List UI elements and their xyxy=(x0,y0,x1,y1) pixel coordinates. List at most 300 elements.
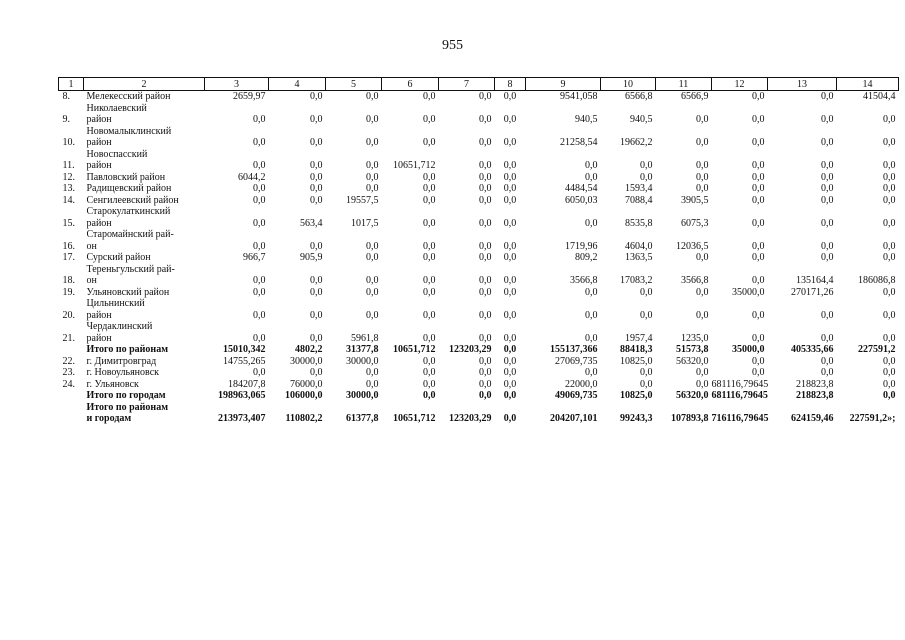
cell-col-10: 6566,8 xyxy=(625,91,653,102)
district-name-line: Павловский район xyxy=(86,171,166,183)
cell-col-13: 218823,8 xyxy=(796,378,834,390)
cell-col-13: 0,0 xyxy=(821,160,834,171)
cell-col-7: 0,0 xyxy=(479,183,492,194)
district-name-line: он xyxy=(86,275,97,286)
table-header xyxy=(59,78,899,91)
district-name xyxy=(84,103,205,126)
cell-col-3: 0,0 xyxy=(253,137,266,148)
cell-col-5: 0,0 xyxy=(366,240,379,252)
district-name-line: Сурский район xyxy=(86,252,151,263)
cell-col-6: 0,0 xyxy=(423,171,436,183)
district-name xyxy=(84,287,205,299)
row-number: 9. xyxy=(62,114,70,125)
cell-col-11: 0,0 xyxy=(696,114,709,125)
column-header-8: 8 xyxy=(495,78,526,91)
cell-col-5: 0,0 xyxy=(366,137,379,148)
cell-col-14: 227591,2»; xyxy=(849,413,896,424)
cell-col-7: 0,0 xyxy=(479,286,492,298)
row-number: 15. xyxy=(62,217,75,229)
cell-col-5: 0,0 xyxy=(366,160,379,171)
cell-col-8: 0,0 xyxy=(503,355,517,367)
district-name xyxy=(84,367,205,379)
cell-col-6: 0,0 xyxy=(423,194,436,206)
cell-col-8: 0,0 xyxy=(503,217,517,229)
cell-col-3: 0,0 xyxy=(253,240,266,252)
cell-col-14: 0,0 xyxy=(883,252,896,263)
cell-col-9: 809,2 xyxy=(575,252,598,263)
row-number: 23. xyxy=(62,367,75,378)
cell-col-10: 0,0 xyxy=(640,286,653,298)
table-row xyxy=(59,91,899,103)
cell-col-4: 905,9 xyxy=(300,252,323,263)
cell-col-14: 0,0 xyxy=(883,286,896,298)
cell-col-5: 30000,0 xyxy=(346,355,379,367)
cell-col-11: 0,0 xyxy=(696,160,709,171)
district-name-line: район xyxy=(86,309,112,321)
cell-col-14: 0,0 xyxy=(883,355,896,367)
table-total-row xyxy=(59,402,899,425)
cell-col-7: 123203,29 xyxy=(449,344,492,355)
cell-col-7: 0,0 xyxy=(479,91,492,102)
cell-col-5: 0,0 xyxy=(366,114,379,125)
table-row xyxy=(59,321,899,344)
cell-col-4: 0,0 xyxy=(310,367,323,378)
district-name-line: район xyxy=(86,332,112,344)
budget-table xyxy=(58,77,899,425)
cell-col-8: 0,0 xyxy=(503,413,517,424)
cell-col-4: 0,0 xyxy=(310,194,323,206)
cell-col-6: 0,0 xyxy=(423,378,436,390)
cell-col-9: 6050,03 xyxy=(565,194,598,206)
cell-col-4: 0,0 xyxy=(310,332,323,344)
cell-col-5: 0,0 xyxy=(366,252,379,263)
cell-col-14: 0,0 xyxy=(883,367,896,378)
district-name xyxy=(84,356,205,368)
cell-col-4: 0,0 xyxy=(310,240,323,252)
table-body xyxy=(59,91,899,425)
row-number: 24. xyxy=(62,378,75,390)
cell-col-6: 0,0 xyxy=(423,183,436,194)
column-header-5: 5 xyxy=(326,78,382,91)
row-number: 16. xyxy=(62,240,75,252)
cell-col-8: 0,0 xyxy=(503,171,517,183)
cell-col-11: 12036,5 xyxy=(676,240,709,252)
cell-col-5: 0,0 xyxy=(366,171,379,183)
column-header-1: 1 xyxy=(59,78,84,91)
cell-col-7: 0,0 xyxy=(479,332,492,344)
cell-col-3: 0,0 xyxy=(253,160,266,171)
cell-col-11: 3566,8 xyxy=(681,275,709,286)
table-row xyxy=(59,195,899,207)
cell-col-10: 1957,4 xyxy=(625,332,653,344)
district-name xyxy=(84,172,205,184)
cell-col-7: 0,0 xyxy=(479,355,492,367)
cell-col-11: 6075,3 xyxy=(681,217,709,229)
cell-col-13: 0,0 xyxy=(821,194,834,206)
cell-col-3: 0,0 xyxy=(253,114,266,125)
cell-col-13: 0,0 xyxy=(821,332,834,344)
cell-col-13: 0,0 xyxy=(821,240,834,252)
cell-col-10: 17083,2 xyxy=(620,275,653,286)
cell-col-12: 35000,0 xyxy=(732,286,765,298)
cell-col-6: 0,0 xyxy=(423,332,436,344)
district-name xyxy=(84,229,205,252)
district-name xyxy=(84,379,205,391)
cell-col-10: 88418,3 xyxy=(620,344,653,355)
cell-col-13: 0,0 xyxy=(821,355,834,367)
cell-col-11: 0,0 xyxy=(696,183,709,194)
cell-col-14: 0,0 xyxy=(883,194,896,206)
table-row xyxy=(59,298,899,321)
cell-col-14: 0,0 xyxy=(883,114,896,125)
row-number: 12. xyxy=(62,171,75,183)
table-row xyxy=(59,264,899,287)
cell-col-9: 9541,058 xyxy=(560,91,598,102)
cell-col-5: 0,0 xyxy=(366,367,379,378)
cell-col-13: 218823,8 xyxy=(796,390,834,401)
district-name xyxy=(84,264,205,287)
cell-col-4: 563,4 xyxy=(300,217,323,229)
cell-col-5: 1017,5 xyxy=(351,217,379,229)
cell-col-4: 0,0 xyxy=(310,137,323,148)
cell-col-7: 0,0 xyxy=(479,114,492,125)
cell-col-9: 49069,735 xyxy=(555,390,598,401)
row-number xyxy=(59,402,84,425)
table-row xyxy=(59,183,899,195)
cell-col-3: 0,0 xyxy=(253,286,266,298)
cell-col-13: 0,0 xyxy=(821,137,834,148)
district-name-line: Сенгилеевский район xyxy=(86,194,179,206)
cell-col-8: 0,0 xyxy=(503,344,517,355)
cell-col-10: 0,0 xyxy=(640,367,653,378)
cell-col-12: 0,0 xyxy=(752,171,765,183)
cell-col-13: 0,0 xyxy=(821,309,834,321)
header-row xyxy=(59,78,899,91)
cell-col-4: 0,0 xyxy=(310,286,323,298)
cell-col-5: 0,0 xyxy=(366,309,379,321)
cell-col-6: 0,0 xyxy=(423,240,436,252)
cell-col-12: 0,0 xyxy=(752,114,765,125)
cell-col-9: 155137,366 xyxy=(550,344,598,355)
district-name-line: Итого по городам xyxy=(86,390,166,401)
row-number: 21. xyxy=(62,332,75,344)
cell-col-11: 0,0 xyxy=(696,252,709,263)
district-name xyxy=(84,206,205,229)
cell-col-3: 213973,407 xyxy=(218,413,266,424)
cell-col-9: 0,0 xyxy=(585,160,598,171)
cell-col-12: 0,0 xyxy=(752,252,765,263)
district-name xyxy=(84,252,205,264)
cell-col-14: 0,0 xyxy=(883,378,896,390)
cell-col-11: 0,0 xyxy=(696,309,709,321)
cell-col-8: 0,0 xyxy=(503,275,517,286)
cell-col-4: 106000,0 xyxy=(285,390,323,401)
cell-col-10: 10825,0 xyxy=(620,390,653,401)
cell-col-14: 0,0 xyxy=(883,240,896,252)
cell-col-3: 966,7 xyxy=(243,252,266,263)
cell-col-6: 10651,712 xyxy=(393,344,436,355)
cell-col-4: 0,0 xyxy=(310,183,323,194)
cell-col-10: 0,0 xyxy=(640,171,653,183)
cell-col-6: 0,0 xyxy=(423,217,436,229)
district-name xyxy=(84,149,205,172)
cell-col-4: 0,0 xyxy=(310,309,323,321)
cell-col-11: 0,0 xyxy=(696,367,709,378)
cell-col-6: 0,0 xyxy=(423,286,436,298)
cell-col-8: 0,0 xyxy=(503,160,517,171)
cell-col-11: 51573,8 xyxy=(676,344,709,355)
column-header-4: 4 xyxy=(269,78,326,91)
district-name xyxy=(84,126,205,149)
row-number xyxy=(59,344,84,356)
cell-col-12: 0,0 xyxy=(752,367,765,378)
column-header-6: 6 xyxy=(382,78,439,91)
cell-col-5: 61377,8 xyxy=(346,413,379,424)
table-row xyxy=(59,229,899,252)
district-name xyxy=(84,298,205,321)
cell-col-6: 0,0 xyxy=(423,114,436,125)
cell-col-5: 0,0 xyxy=(366,91,379,102)
row-number: 8. xyxy=(62,91,70,102)
cell-col-11: 3905,5 xyxy=(681,194,709,206)
cell-col-9: 22000,0 xyxy=(565,378,598,390)
cell-col-6: 0,0 xyxy=(423,252,436,263)
cell-col-4: 0,0 xyxy=(310,91,323,102)
district-name xyxy=(84,91,205,103)
district-name-line: Николаевский xyxy=(86,102,147,114)
cell-col-8: 0,0 xyxy=(503,390,517,401)
cell-col-7: 0,0 xyxy=(479,217,492,229)
cell-col-11: 0,0 xyxy=(696,137,709,148)
cell-col-3: 0,0 xyxy=(253,194,266,206)
cell-col-10: 10825,0 xyxy=(620,355,653,367)
district-name-line: Мелекесский район xyxy=(86,91,171,102)
cell-col-5: 31377,8 xyxy=(346,344,379,355)
cell-col-13: 270171,26 xyxy=(791,286,834,298)
cell-col-12: 0,0 xyxy=(752,332,765,344)
cell-col-9: 1719,96 xyxy=(565,240,598,252)
cell-col-7: 123203,29 xyxy=(449,413,492,424)
row-number: 19. xyxy=(62,286,75,298)
cell-col-8: 0,0 xyxy=(503,194,517,206)
cell-col-7: 0,0 xyxy=(479,378,492,390)
cell-col-9: 0,0 xyxy=(585,367,598,378)
row-number: 14. xyxy=(62,194,75,206)
column-header-12: 12 xyxy=(712,78,768,91)
cell-col-7: 0,0 xyxy=(479,309,492,321)
table-total-row xyxy=(59,390,899,402)
cell-col-14: 0,0 xyxy=(883,171,896,183)
cell-col-5: 19557,5 xyxy=(346,194,379,206)
cell-col-13: 0,0 xyxy=(821,171,834,183)
cell-col-4: 110802,2 xyxy=(285,413,323,424)
district-name-line: Цильнинский xyxy=(86,298,145,309)
cell-col-8: 0,0 xyxy=(503,91,517,102)
cell-col-12: 0,0 xyxy=(752,275,765,286)
cell-col-11: 0,0 xyxy=(696,378,709,390)
cell-col-14: 0,0 xyxy=(883,217,896,229)
cell-col-5: 30000,0 xyxy=(346,390,379,401)
cell-col-7: 0,0 xyxy=(479,160,492,171)
table-row xyxy=(59,206,899,229)
cell-col-3: 15010,342 xyxy=(223,344,266,355)
cell-col-4: 4802,2 xyxy=(295,344,323,355)
cell-col-11: 1235,0 xyxy=(681,332,709,344)
district-name-line: г. Ульяновск xyxy=(86,378,139,390)
district-name-line: Чердаклинский xyxy=(86,321,153,332)
cell-col-3: 0,0 xyxy=(253,367,266,378)
cell-col-4: 30000,0 xyxy=(290,355,323,367)
table-row xyxy=(59,356,899,368)
row-number: 10. xyxy=(62,137,75,148)
cell-col-13: 135164,4 xyxy=(796,275,834,286)
cell-col-11: 0,0 xyxy=(696,171,709,183)
cell-col-9: 0,0 xyxy=(585,286,598,298)
column-header-11: 11 xyxy=(656,78,712,91)
district-name-line: Тереньгульский рай- xyxy=(86,263,175,275)
cell-col-10: 7088,4 xyxy=(625,194,653,206)
cell-col-9: 0,0 xyxy=(585,309,598,321)
district-name-line: Старомайнский рай- xyxy=(86,229,174,240)
cell-col-3: 0,0 xyxy=(253,275,266,286)
cell-col-8: 0,0 xyxy=(503,332,517,344)
cell-col-5: 0,0 xyxy=(366,275,379,286)
cell-col-7: 0,0 xyxy=(479,194,492,206)
table-row xyxy=(59,149,899,172)
cell-col-6: 0,0 xyxy=(423,275,436,286)
cell-col-9: 0,0 xyxy=(585,171,598,183)
cell-col-12: 681116,79645 xyxy=(711,378,769,390)
page-number: 955 xyxy=(442,38,463,53)
district-name xyxy=(84,183,205,195)
table-row xyxy=(59,126,899,149)
district-name-line: Радищевский район xyxy=(86,183,172,194)
table-row xyxy=(59,367,899,379)
district-name-line: район xyxy=(86,160,112,171)
cell-col-12: 0,0 xyxy=(752,240,765,252)
cell-col-9: 3566,8 xyxy=(570,275,598,286)
district-name-line: Старокулаткинский xyxy=(86,206,171,217)
table-row xyxy=(59,103,899,126)
cell-col-12: 681116,79645 xyxy=(711,390,768,401)
cell-col-14: 186086,8 xyxy=(858,275,896,286)
column-header-2: 2 xyxy=(84,78,205,91)
cell-col-6: 0,0 xyxy=(423,137,436,148)
cell-col-6: 10651,712 xyxy=(393,160,436,171)
table-row xyxy=(59,172,899,184)
cell-col-14: 0,0 xyxy=(883,332,896,344)
cell-col-9: 0,0 xyxy=(585,332,598,344)
cell-col-4: 0,0 xyxy=(310,275,323,286)
district-name-line: Ульяновский район xyxy=(86,286,170,298)
cell-col-8: 0,0 xyxy=(503,378,517,390)
cell-col-5: 0,0 xyxy=(366,183,379,194)
district-name-line: район xyxy=(86,137,112,148)
cell-col-11: 56320,0 xyxy=(676,355,709,367)
cell-col-7: 0,0 xyxy=(479,367,492,378)
cell-col-7: 0,0 xyxy=(479,390,492,401)
cell-col-10: 4604,0 xyxy=(625,240,653,252)
cell-col-9: 940,5 xyxy=(575,114,598,125)
cell-col-9: 27069,735 xyxy=(555,355,598,367)
cell-col-8: 0,0 xyxy=(503,240,517,252)
cell-col-5: 0,0 xyxy=(366,378,379,390)
budget-table-container xyxy=(58,77,896,425)
cell-col-14: 41504,4 xyxy=(863,91,896,102)
cell-col-13: 0,0 xyxy=(821,114,834,125)
cell-col-12: 0,0 xyxy=(752,355,765,367)
cell-col-14: 0,0 xyxy=(883,309,896,321)
cell-col-8: 0,0 xyxy=(503,114,517,125)
cell-col-14: 0,0 xyxy=(883,137,896,148)
cell-col-11: 56320,0 xyxy=(676,390,709,401)
cell-col-12: 0,0 xyxy=(752,160,765,171)
cell-col-8: 0,0 xyxy=(503,367,517,378)
cell-col-6: 0,0 xyxy=(423,355,436,367)
row-number xyxy=(59,390,84,402)
cell-col-14: 227591,2 xyxy=(858,344,896,355)
column-header-14: 14 xyxy=(837,78,899,91)
cell-col-7: 0,0 xyxy=(479,171,492,183)
cell-col-4: 0,0 xyxy=(310,114,323,125)
cell-col-5: 5961,8 xyxy=(351,332,379,344)
cell-col-6: 0,0 xyxy=(423,309,436,321)
table-total-row xyxy=(59,344,899,356)
cell-col-4: 0,0 xyxy=(310,160,323,171)
cell-col-11: 0,0 xyxy=(696,286,709,298)
cell-col-12: 0,0 xyxy=(752,309,765,321)
cell-col-3: 6044,2 xyxy=(238,171,266,183)
cell-col-9: 0,0 xyxy=(585,217,598,229)
cell-col-10: 19662,2 xyxy=(620,137,653,148)
cell-col-9: 21258,54 xyxy=(560,137,598,148)
cell-col-10: 8535,8 xyxy=(625,217,653,229)
district-name-line: и городам xyxy=(86,413,132,424)
row-number: 22. xyxy=(62,355,75,367)
district-name xyxy=(84,344,205,356)
cell-col-13: 0,0 xyxy=(821,183,834,194)
district-name-line: Новомалыклинский xyxy=(86,125,172,137)
cell-col-11: 6566,9 xyxy=(681,91,709,102)
cell-col-12: 0,0 xyxy=(752,183,765,194)
column-header-13: 13 xyxy=(768,78,837,91)
column-header-9: 9 xyxy=(526,78,601,91)
cell-col-3: 2659,97 xyxy=(233,91,266,102)
district-name-line: г. Димитровград xyxy=(86,355,157,367)
cell-col-3: 0,0 xyxy=(253,183,266,194)
cell-col-6: 0,0 xyxy=(423,390,436,401)
cell-col-13: 405335,66 xyxy=(791,344,834,355)
district-name-line: Новоспасский xyxy=(86,148,148,160)
column-header-7: 7 xyxy=(439,78,495,91)
cell-col-8: 0,0 xyxy=(503,137,517,148)
cell-col-11: 107893,8 xyxy=(671,413,709,424)
cell-col-12: 0,0 xyxy=(752,137,765,148)
cell-col-10: 940,5 xyxy=(630,114,653,125)
district-name xyxy=(84,402,205,425)
cell-col-10: 0,0 xyxy=(640,378,653,390)
cell-col-6: 10651,712 xyxy=(393,413,436,424)
row-number: 17. xyxy=(62,252,75,263)
cell-col-12: 0,0 xyxy=(752,217,765,229)
cell-col-13: 0,0 xyxy=(821,252,834,263)
cell-col-6: 0,0 xyxy=(423,91,436,102)
cell-col-12: 0,0 xyxy=(752,194,765,206)
cell-col-12: 35000,0 xyxy=(732,344,765,355)
cell-col-8: 0,0 xyxy=(503,183,517,194)
district-name xyxy=(84,195,205,207)
cell-col-7: 0,0 xyxy=(479,275,492,286)
